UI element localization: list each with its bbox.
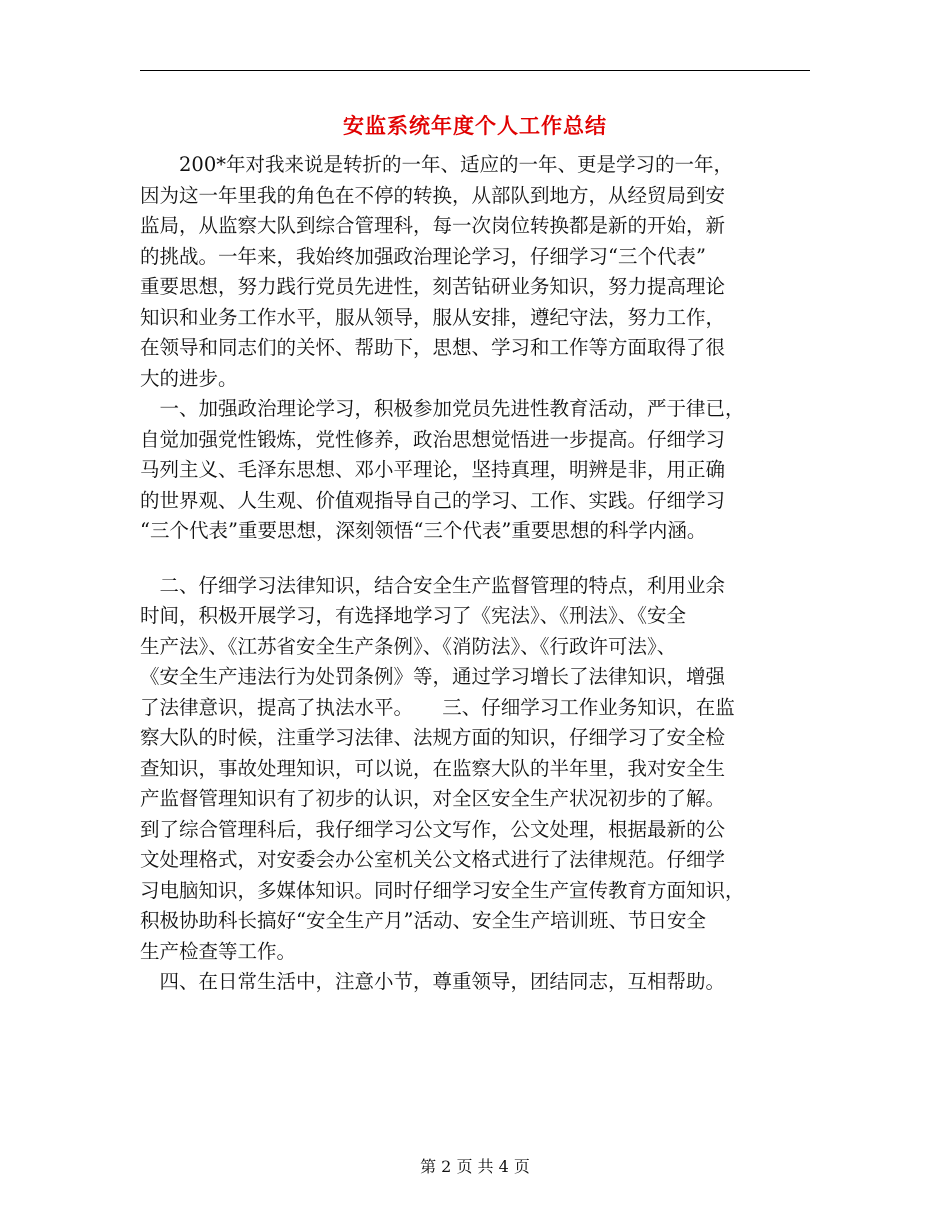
text-line: 的世界观、人生观、价值观指导自己的学习、工作、实践。仔细学习	[140, 488, 726, 512]
text-line: 习电脑知识，多媒体知识。同时仔细学习安全生产宣传教育方面知识，	[140, 878, 745, 902]
paragraph-section-1	[140, 394, 810, 547]
text-line: “三个代表”重要思想，深刻领悟“三个代表”重要思想的科学内涵。	[140, 519, 707, 542]
text-line: 察大队的时候，注重学习法律、法规方面的知识，仔细学习了安全检	[140, 726, 726, 749]
text-line: 200*年对我来说是转折的一年、适应的一年、更是学习的一年，	[140, 153, 733, 176]
paragraph-section-2	[140, 571, 810, 998]
text-line: 产监督管理知识有了初步的认识，对全区安全生产状况初步的了解。	[140, 787, 726, 810]
page-number: 第 2 页 共 4 页	[420, 1157, 530, 1176]
document-title: 安监系统年度个人工作总结	[343, 113, 607, 138]
text-line: 积极协助科长搞好“安全生产月”活动、安全生产培训班、节日安全	[140, 909, 706, 932]
text-line: 因为这一年里我的角色在不停的转换，从部队到地方，从经贸局到安	[140, 183, 726, 207]
text-line: 查知识，事故处理知识，可以说，在监察大队的半年里，我对安全生	[140, 756, 726, 780]
text-line: 知识和业务工作水平，服从领导，服从安排，遵纪守法，努力工作，	[140, 305, 726, 329]
text-line: 二、仔细学习法律知识，结合安全生产监督管理的特点，利用业余	[140, 573, 726, 597]
text-line: 时间，积极开展学习，有选择地学习了《宪法》、《刑法》、《安全	[140, 604, 687, 627]
paragraph-gap	[140, 547, 810, 571]
text-line: 到了综合管理科后，我仔细学习公文写作，公文处理，根据最新的公	[140, 817, 726, 841]
text-line: 马列主义、毛泽东思想、邓小平理论，坚持真理，明辨是非，用正确	[140, 458, 726, 481]
text-line: 在领导和同志们的关怀、帮助下，思想、学习和工作等方面取得了很	[140, 336, 726, 359]
text-line: 的挑战。一年来，我始终加强政治理论学习，仔细学习“三个代表”	[140, 244, 706, 268]
text-line: 大的进步。	[140, 366, 238, 390]
document-body	[140, 150, 810, 998]
text-line: 了法律意识，提高了执法水平。 三、仔细学习工作业务知识，在监	[140, 695, 735, 719]
text-line: 《安全生产违法行为处罚条例》等，通过学习增长了法律知识，增强	[140, 665, 726, 688]
header-rule	[140, 70, 810, 71]
text-line: 生产检查等工作。	[140, 939, 297, 963]
text-line: 生产法》、《江苏省安全生产条例》、《消防法》、《行政许可法》、	[140, 634, 677, 658]
paragraph-intro	[140, 150, 810, 394]
text-line: 自觉加强党性锻炼，党性修养，政治思想觉悟进一步提高。仔细学习	[140, 427, 726, 451]
text-line: 重要思想，努力践行党员先进性，刻苦钻研业务知识，努力提高理论	[140, 275, 726, 298]
text-line: 一、加强政治理论学习，积极参加党员先进性教育活动，严于律已，	[140, 397, 745, 420]
text-line: 监局，从监察大队到综合管理科，每一次岗位转换都是新的开始，新	[140, 214, 726, 237]
text-line: 四、在日常生活中，注意小节，尊重领导，团结同志，互相帮助。	[140, 970, 726, 993]
text-line: 文处理格式，对安委会办公室机关公文格式进行了法律规范。仔细学	[140, 848, 726, 871]
